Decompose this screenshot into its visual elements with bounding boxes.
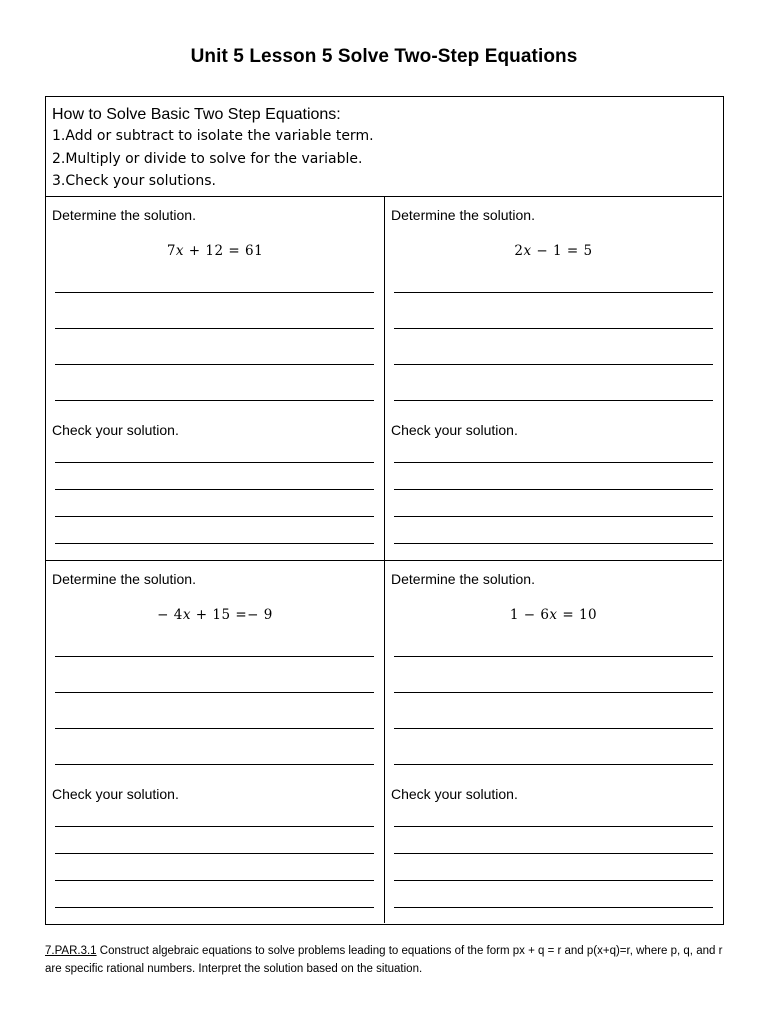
check-line[interactable] <box>55 853 374 854</box>
check-line[interactable] <box>55 907 374 908</box>
page-title: Unit 5 Lesson 5 Solve Two-Step Equations <box>190 46 578 67</box>
check-line[interactable] <box>394 853 713 854</box>
standard-description: Construct algebraic equations to solve problems leading to equations of the form px + q = r and p(x+q)=r, where p, q, and r are specific rational numbers. Interpret the solution based on the situation. <box>45 945 723 975</box>
problem-prompt: Determine the solution. <box>52 207 196 223</box>
check-line[interactable] <box>394 489 713 490</box>
check-line[interactable] <box>55 543 374 544</box>
problem-prompt: Determine the solution. <box>52 571 196 587</box>
problem-prompt: Determine the solution. <box>391 571 535 587</box>
answer-line[interactable] <box>55 292 374 293</box>
instruction-step: 2.Multiply or divide to solve for the variable. <box>52 150 363 167</box>
problem-prompt: Determine the solution. <box>391 207 535 223</box>
answer-line[interactable] <box>394 656 713 657</box>
check-line[interactable] <box>394 907 713 908</box>
answer-line[interactable] <box>55 692 374 693</box>
check-line[interactable] <box>394 516 713 517</box>
answer-line[interactable] <box>394 400 713 401</box>
check-line[interactable] <box>55 516 374 517</box>
problem-cell-4 <box>385 561 722 923</box>
problem-cell-3 <box>46 561 385 923</box>
answer-line[interactable] <box>55 764 374 765</box>
check-line[interactable] <box>394 826 713 827</box>
answer-line[interactable] <box>55 656 374 657</box>
problem-cell-1 <box>46 197 385 561</box>
answer-line[interactable] <box>55 728 374 729</box>
instructions-heading: How to Solve Basic Two Step Equations: <box>52 106 341 123</box>
check-line[interactable] <box>394 543 713 544</box>
problem-cell-2 <box>385 197 722 561</box>
answer-line[interactable] <box>55 364 374 365</box>
check-prompt: Check your solution. <box>391 786 518 802</box>
answer-line[interactable] <box>55 328 374 329</box>
standard-link[interactable]: 7.PAR.3.1 <box>45 945 97 957</box>
equation: 1 − 6𝑥 = 10 <box>509 607 598 623</box>
standard-footnote <box>45 942 735 978</box>
answer-line[interactable] <box>394 328 713 329</box>
check-prompt: Check your solution. <box>391 422 518 438</box>
check-line[interactable] <box>55 489 374 490</box>
answer-line[interactable] <box>55 400 374 401</box>
instruction-step: 1.Add or subtract to isolate the variable term. <box>52 128 374 144</box>
check-line[interactable] <box>55 826 374 827</box>
answer-line[interactable] <box>394 292 713 293</box>
answer-line[interactable] <box>394 692 713 693</box>
answer-line[interactable] <box>394 364 713 365</box>
worksheet-table <box>45 96 724 925</box>
check-line[interactable] <box>55 462 374 463</box>
equation: − 4𝑥 + 15 =− 9 <box>157 607 273 623</box>
check-prompt: Check your solution. <box>52 422 179 438</box>
equation: 2𝑥 − 1 = 5 <box>514 243 593 259</box>
check-line[interactable] <box>394 880 713 881</box>
answer-line[interactable] <box>394 764 713 765</box>
answer-line[interactable] <box>394 728 713 729</box>
instruction-step: 3.Check your solutions. <box>52 173 216 189</box>
check-line[interactable] <box>55 880 374 881</box>
equation: 7𝑥 + 12 = 61 <box>166 243 264 259</box>
check-prompt: Check your solution. <box>52 786 179 802</box>
instructions-box <box>46 97 722 197</box>
check-line[interactable] <box>394 462 713 463</box>
